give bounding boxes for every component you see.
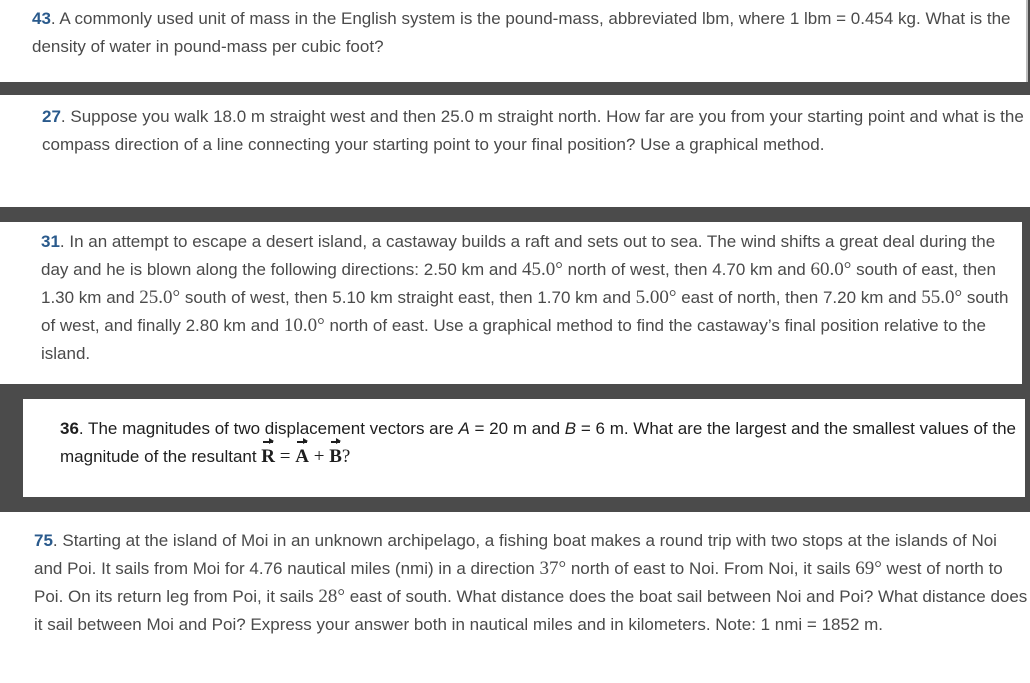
angle-value: 55.0° xyxy=(921,287,963,308)
problem-text: south of west, then 5.10 km straight east, then 1.70 km and xyxy=(180,288,636,307)
vector-a: A xyxy=(295,443,309,471)
problem-card-36 xyxy=(23,399,1025,497)
angle-value: 60.0° xyxy=(810,259,852,280)
problem-number: 36 xyxy=(60,419,79,438)
problem-text: north of east. Use a graphical method to find the castaway’s final position relative to the island. xyxy=(41,316,986,363)
problem-text: = 20 m and xyxy=(469,419,565,438)
variable-b: B xyxy=(564,419,577,438)
problem-text: east of south. What distance does the boat sail between Noi and Poi? What distance does it sail between Moi and Poi? Express your answer both in nautical miles and in kilometers. Note: 1 nmi = 1852 m. xyxy=(34,587,1028,634)
problem-text: = 6 m. What are the largest and the smallest values of the magnitude of the resultant xyxy=(60,419,1017,466)
angle-value: 45.0° xyxy=(522,259,563,280)
angle-value: 25.0° xyxy=(139,287,181,308)
problem-text: . Starting at the island of Moi in an unknown archipelago, a fishing boat makes a round trip with two stops at the islands of Noi and Poi. It sails from Moi for 4.76 nautical miles (nmi) in a direction xyxy=(34,531,997,578)
angle-value: 28° xyxy=(318,586,345,607)
problem-text: west of north to Poi. On its return leg from Poi, it sails xyxy=(34,559,1003,606)
problem-text: south of east, then 1.30 km and xyxy=(41,260,996,307)
problem-number: 75 xyxy=(34,531,53,550)
angle-value: 5.00° xyxy=(635,287,677,308)
problem-number: 43 xyxy=(32,9,51,28)
problem-card-75 xyxy=(0,512,1030,683)
question-mark: ? xyxy=(341,446,351,467)
angle-value: 69° xyxy=(855,558,882,579)
problem-text: . The magnitudes of two displacement vectors are xyxy=(78,419,459,438)
problem-card-31 xyxy=(0,222,1022,384)
vector-r: R xyxy=(261,443,275,471)
problem-text: . Suppose you walk 18.0 m straight west and then 25.0 m straight north. How far are you from your starting point and what is the compass direction of a line connecting your starting point to your final position? Use a graphical method. xyxy=(42,107,1024,154)
problem-text: east of north, then 7.20 km and xyxy=(676,288,922,307)
problem-card-27 xyxy=(0,95,1030,207)
problem-number: 27 xyxy=(42,107,61,126)
problem-text: north of east to Noi. From Noi, it sails xyxy=(566,559,856,578)
vector-b: B xyxy=(329,443,342,471)
problem-text: . In an attempt to escape a desert island, a castaway builds a raft and sets out to sea. The wind shifts a great deal during the day and he is blown along the following directions: 2.50 km and xyxy=(41,232,996,279)
problem-text: . A commonly used unit of mass in the English system is the pound-mass, abbreviated lbm, where 1 lbm = 0.454 kg. What is the density of water in pound-mass per cubic foot? xyxy=(32,9,1011,56)
problem-number: 31 xyxy=(41,232,60,251)
problem-text: north of west, then 4.70 km and xyxy=(562,260,811,279)
problem-text: south of west, and finally 2.80 km and xyxy=(41,288,1009,335)
problem-card-43 xyxy=(0,0,1028,82)
equals-sign: = xyxy=(275,446,296,467)
variable-a: A xyxy=(458,419,470,438)
angle-value: 37° xyxy=(539,558,567,579)
plus-sign: + xyxy=(308,446,330,467)
angle-value: 10.0° xyxy=(283,315,325,336)
